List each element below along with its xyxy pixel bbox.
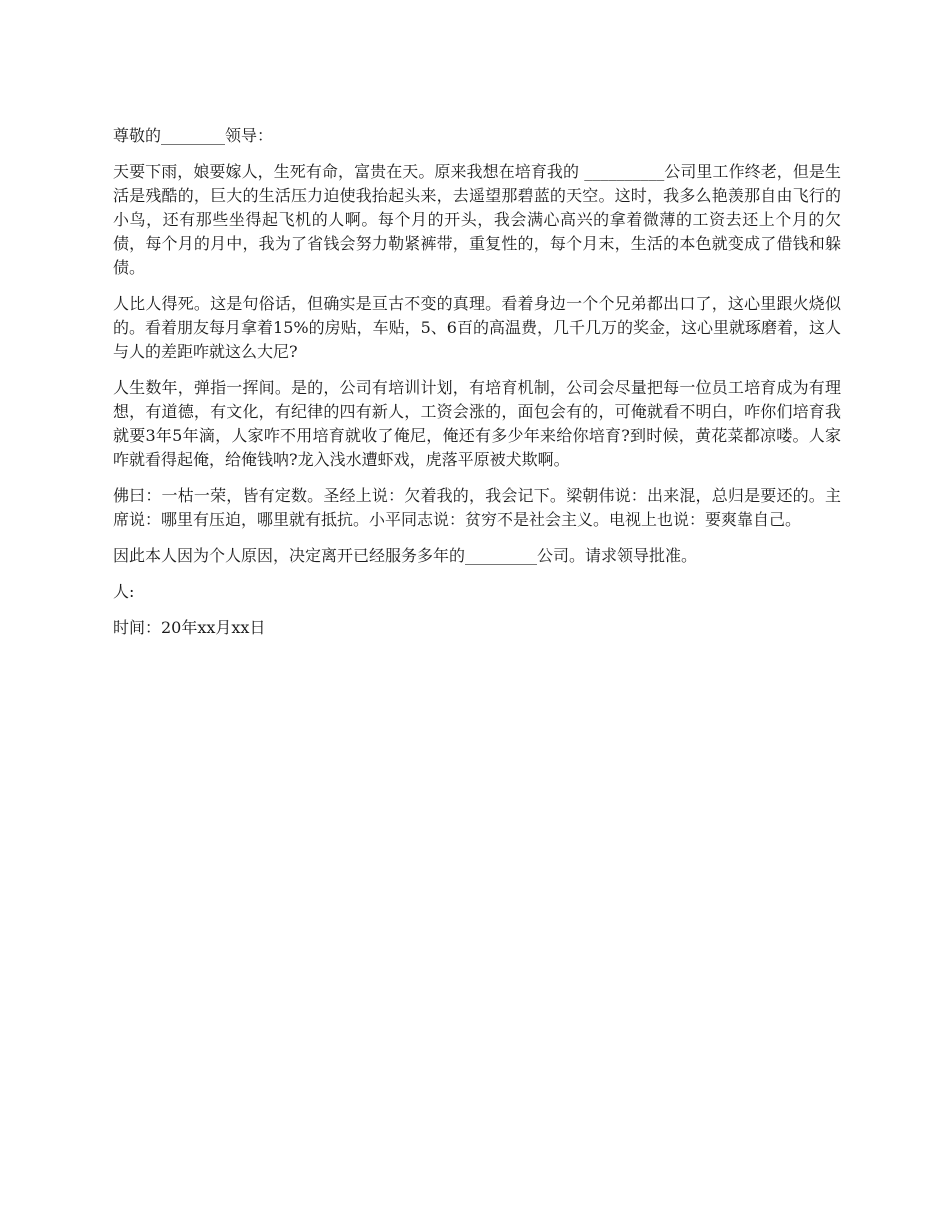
salutation: 尊敬的________领导： bbox=[113, 126, 274, 145]
paragraph-4: 佛曰：一枯一荣，皆有定数。圣经上说：欠着我的，我会记下。梁朝伟说：出来混，总归是要还的。主席说：哪里有压迫，哪里就有抵抗。小平同志说：贫穷不是社会主义。电视上也说：要爽靠自己。 bbox=[113, 486, 841, 529]
signature-line: 人: bbox=[113, 582, 135, 601]
paragraph-1: 天要下雨，娘要嫁人，生死有命，富贵在天。原来我想在培育我的 __________公司里工作终老，但是生活是残酷的，巨大的生活压力迫使我抬起头来，去遥望那碧蓝的天空。这时，我多么艳羡那自由飞行的小鸟，还有那些坐得起飞机的人啊。每个月的开头，我会满心高兴的拿着微薄的工资去还上个月的欠债，每个月的月中，我为了省钱会努力勒紧裤带，重复性的，每个月末，生活的本色就变成了借钱和躲债。 bbox=[113, 162, 841, 277]
document-page bbox=[113, 124, 841, 652]
paragraph-3: 人生数年，弹指一挥间。是的，公司有培训计划，有培育机制，公司会尽量把每一位员工培育成为有理想，有道德，有文化，有纪律的四有新人，工资会涨的，面包会有的，可俺就看不明白，咋你们培育我就要3年5年滴，人家咋不用培育就收了俺尼，俺还有多少年来给你培育?到时候，黄花菜都凉喽。人家咋就看得起俺，给俺钱呐?龙入浅水遭虾戏，虎落平原被犬欺啊。 bbox=[113, 378, 841, 469]
date-line: 时间：20年xx月xx日 bbox=[113, 618, 266, 637]
paragraph-2: 人比人得死。这是句俗话，但确实是亘古不变的真理。看着身边一个个兄弟都出口了，这心里跟火烧似的。看着朋友每月拿着15%的房贴，车贴，5、6百的高温费，几千几万的奖金，这心里就琢磨着，这人与人的差距咋就这么大尼? bbox=[113, 294, 841, 361]
paragraph-5: 因此本人因为个人原因，决定离开已经服务多年的_________公司。请求领导批准。 bbox=[113, 546, 698, 565]
